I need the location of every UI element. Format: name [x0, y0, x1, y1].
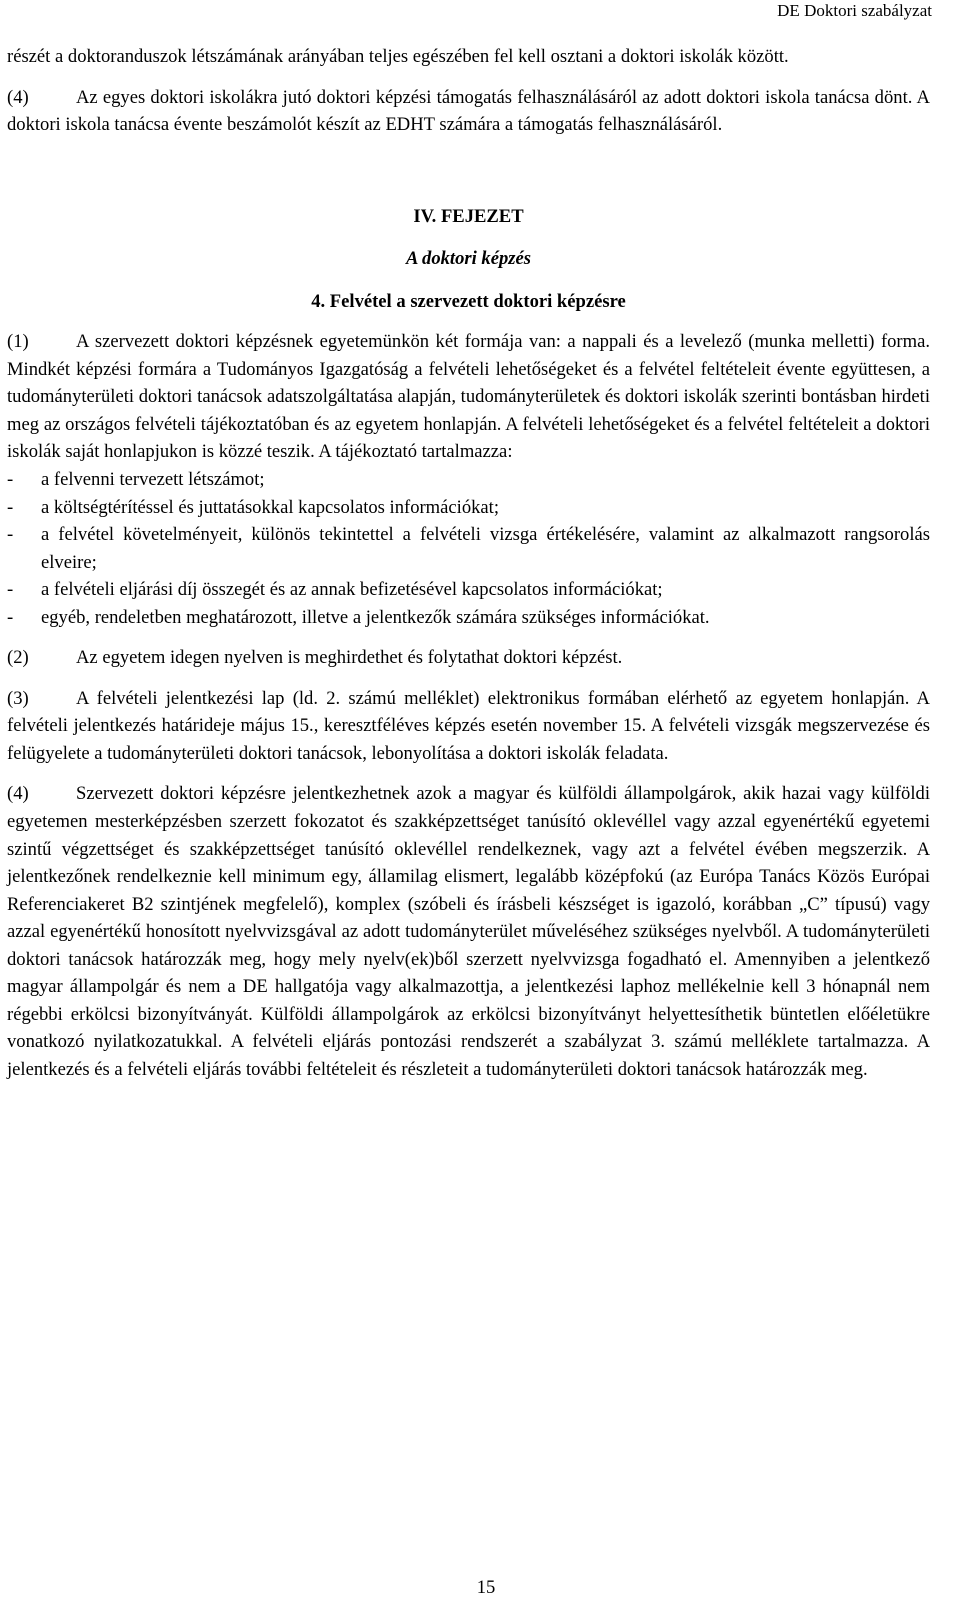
spacer	[7, 139, 930, 203]
list-item: - a felvétel követelményeit, különös tekintettel a felvételi vizsga értékelésére, valamint az alkalmazott rangsorolás elveire;	[7, 521, 930, 576]
running-header: DE Doktori szabályzat	[777, 1, 932, 20]
paragraph-text: A felvételi jelentkezési lap (ld. 2. számú melléklet) elektronikus formában elérhető az egyetem honlapján. A felvételi jelentkezés határideje május 15., keresztféléves képzés esetén november 15. A felvételi vizsgák megszervezése és felügyelete a tudományterületi doktori tanácsok, lebonyolítása a doktori iskolák feladata.	[7, 687, 930, 764]
paragraph-number: (1)	[7, 331, 29, 353]
requirements-list	[7, 466, 930, 631]
section-number: 4.	[311, 290, 326, 312]
list-item: - egyéb, rendeletben meghatározott, illetve a jelentkezők számára szükséges információkat.	[7, 604, 930, 632]
paragraph-4	[7, 780, 930, 1083]
list-item: - a felvételi eljárási díj összegét és az annak befizetésével kapcsolatos információkat;	[7, 576, 930, 604]
paragraph-text: Az egyes doktori iskolákra jutó doktori képzési támogatás felhasználásáról az adott doktori iskola tanácsa dönt. A doktori iskola tanácsa évente beszámolót készít az EDHT számára a támogatás felhasználásáról.	[7, 86, 930, 136]
spacer	[7, 315, 930, 328]
paragraph-2	[7, 644, 930, 672]
document-body	[7, 43, 930, 1084]
section-heading	[7, 288, 930, 316]
paragraph-number: (3)	[7, 687, 29, 709]
paragraph-3	[7, 685, 930, 768]
list-item: - a felvenni tervezett létszámot;	[7, 466, 930, 494]
page-number: 15	[476, 1577, 496, 1598]
spacer	[7, 71, 930, 84]
paragraph-text: Szervezett doktori képzésre jelentkezhetnek azok a magyar és külföldi állampolgárok, akik hazai vagy külföldi egyetemen mesterképzésben szerzett fokozatot és szakképzettséget tanúsító oklevéllel vagy azzal egyenértékű egyetemi szintű végzettséget és szakképzettséget tanúsító oklevéllel rendelkeznek, vagy azt a felvétel évében megszerzik. A jelentkezőnek rendelkeznie kell minimum egy, államilag elismert, legalább középfokú (az Európa Tanács Közös Európai Referenciakeret B2 szintjének megfelelő), komplex (szóbeli és írásbeli készséget is igazoló, korábban „C” típusú) vagy azzal egyenértékű honosított nyelvvizsgával az adott tudományterület műveléséhez szükséges nyelvből. A tudományterületi doktori tanácsok határozzák meg, hogy mely nyelv(ek)ből szerzett nyelvvizsga fogadható el. Amennyiben a jelentkező magyar állampolgár és nem a DE hallgatója vagy alkalmazottja, a jelentkezési laphoz mellékelnie kell 3 hónapnál nem régebbi erkölcsi bizonyítványát. Külföldi állampolgárok az erkölcsi bizonyítványt helyettesíthetik büntetlen előéletükre vonatkozó nyilatkozatukkal. A felvételi eljárás pontozási rendszerét a szabályzat 3. számú melléklete tartalmazza. A jelentkezés és a felvételi eljárás további feltételeit és részleteit a tudományterületi doktori tanácsok határozzák meg.	[7, 783, 930, 1080]
spacer	[7, 631, 930, 644]
chapter-title: A doktori képzés	[406, 248, 531, 270]
paragraph-number: (2)	[7, 647, 29, 669]
intro-paragraph-4	[7, 84, 930, 139]
section-title: Felvétel a szervezett doktori képzésre	[325, 290, 626, 312]
paragraph-number: (4)	[7, 86, 29, 108]
paragraph-text: A szervezett doktori képzésnek egyetemünkön két formája van: a nappali és a levelező (munka melletti) forma. Mindkét képzési formára a Tudományos Igazgatóság a felvételi lehetőségeket és a felvétel feltételeit évente együttesen, a tudományterületi doktori tanácsok adatszolgáltatása alapján, tudományterületek és doktori iskolák szerinti bontásban hirdeti meg az országos felvételi tájékoztatóban és az egyetem honlapján. A felvételi lehetőségeket és a felvétel feltételeit a doktori iskolák saját honlapjukon is közzé teszik. A tájékoztató tartalmazza:	[7, 331, 930, 463]
chapter-heading: IV. FEJEZET	[413, 205, 524, 227]
paragraph-number: (4)	[7, 783, 29, 805]
paragraph-1	[7, 328, 930, 466]
continuation-paragraph: részét a doktoranduszok létszámának arányában teljes egészében fel kell osztani a doktori iskolák között.	[7, 46, 789, 67]
list-item: - a költségtérítéssel és juttatásokkal kapcsolatos információkat;	[7, 494, 930, 522]
paragraph-text: Az egyetem idegen nyelven is meghirdethet és folytathat doktori képzést.	[76, 647, 623, 669]
spacer	[7, 672, 930, 685]
spacer	[7, 767, 930, 780]
